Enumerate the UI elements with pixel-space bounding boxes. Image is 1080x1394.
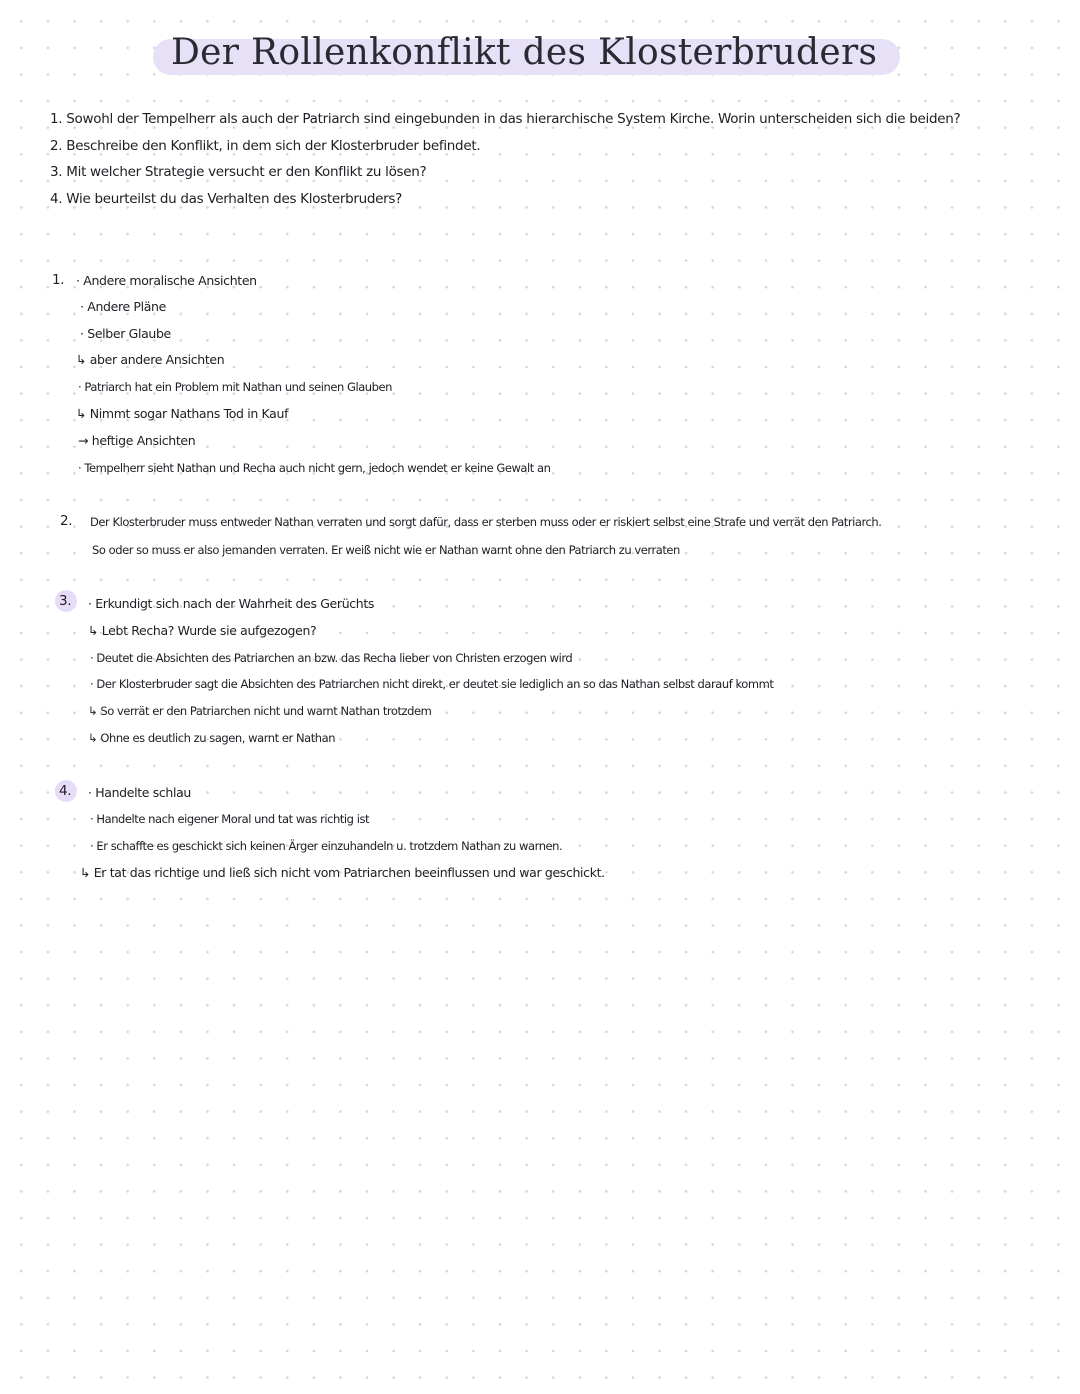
answer-3-line: · Der Klosterbruder sagt die Absichten des Patriarchen nicht direkt, er deutet sie lediglich an so das Nathan selbst darauf kommt	[90, 677, 774, 691]
answer-1-line: ↳ Nimmt sogar Nathans Tod in Kauf	[76, 406, 289, 421]
answer-1-line: · Tempelherr sieht Nathan und Recha auch nicht gern, jedoch wendet er keine Gewalt an	[78, 461, 551, 475]
question-2: 2. Beschreibe den Konflikt, in dem sich der Klosterbruder befindet.	[50, 138, 481, 154]
answer-1-line: ↳ aber andere Ansichten	[76, 352, 225, 367]
page-title: Der Rollenkonflikt des Klosterbruders	[171, 32, 878, 73]
answer-2-line: Der Klosterbruder muss entweder Nathan verraten und sorgt dafür, dass er sterben muss oder er riskiert selbst eine Strafe und verrät den Patriarch.	[90, 515, 882, 529]
title-block	[153, 32, 900, 76]
answer-1-line: · Patriarch hat ein Problem mit Nathan und seinen Glauben	[78, 380, 392, 394]
answer-4-number: 4.	[59, 783, 72, 799]
answer-2-number: 2.	[60, 513, 73, 529]
answer-3-number: 3.	[59, 593, 72, 609]
answer-3-line: ↳ Lebt Recha? Wurde sie aufgezogen?	[88, 623, 317, 638]
answer-2-line: So oder so muss er also jemanden verraten. Er weiß nicht wie er Nathan warnt ohne den Patriarch zu verraten	[92, 543, 680, 557]
answer-3-line: · Erkundigt sich nach der Wahrheit des Gerüchts	[88, 596, 375, 611]
answer-1-line: · Selber Glaube	[80, 326, 171, 341]
answer-4-line: · Handelte schlau	[88, 785, 192, 800]
answer-3-line: ↳ Ohne es deutlich zu sagen, warnt er Nathan	[88, 731, 336, 745]
answer-4-line: · Er schaffte es geschickt sich keinen Ärger einzuhandeln u. trotzdem Nathan zu warnen.	[90, 839, 563, 853]
question-4: 4. Wie beurteilst du das Verhalten des Klosterbruders?	[50, 191, 403, 207]
answer-3-line: ↳ So verrät er den Patriarchen nicht und warnt Nathan trotzdem	[88, 704, 432, 718]
answer-3-line: · Deutet die Absichten des Patriarchen an bzw. das Recha lieber von Christen erzogen wird	[90, 651, 573, 665]
answer-1-line: → heftige Ansichten	[78, 433, 196, 448]
question-3: 3. Mit welcher Strategie versucht er den Konflikt zu lösen?	[50, 164, 427, 180]
question-1: 1. Sowohl der Tempelherr als auch der Patriarch sind eingebunden in das hierarchische System Kirche. Worin unterscheiden sich die beiden?	[50, 111, 961, 127]
answer-1-line: · Andere moralische Ansichten	[76, 273, 257, 288]
answer-4-line: ↳ Er tat das richtige und ließ sich nicht vom Patriarchen beeinflussen und war geschickt.	[80, 865, 605, 880]
answer-4-line: · Handelte nach eigener Moral und tat was richtig ist	[90, 812, 370, 826]
answer-1-number: 1.	[52, 272, 65, 288]
answer-1-line: · Andere Pläne	[80, 299, 166, 314]
